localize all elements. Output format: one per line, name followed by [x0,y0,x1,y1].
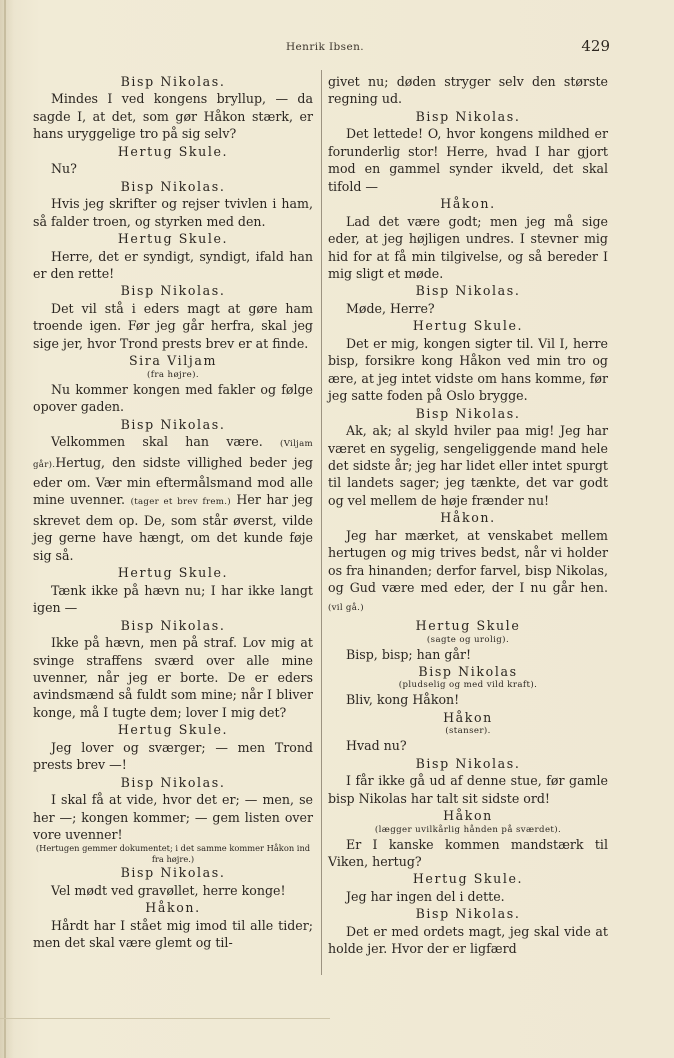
dialogue-line: Vel mødt ved gravøllet, herre konge! [51,882,286,898]
dialogue-text: Her har jeg skrevet dem op. De, som står øverst, vilde jeg gerne have hængt, om det kunde føje sig så. [33,492,313,563]
speaker-name: Bisp Nikolas. [415,108,521,124]
stage-note: (Hertugen gemmer dokumentet; i det samme kommer Håkon ind fra højre.) [35,843,311,864]
inline-stage-direction: (tager et brev frem.) [130,497,231,508]
inline-stage-direction: (vil gå.) [328,602,364,613]
dialogue-line [33,433,313,564]
dialogue-line [328,527,608,617]
page-header [34,37,612,61]
running-title: Henrik Ibsen. [286,41,364,53]
dialogue-line: Det er mig, kongen sigter til. Vil I, herre bisp, forsikre kong Håkon ved min tro og ære, at jeg intet vidste om hans komme, før jeg satte foden på Oslo brygge. [328,335,608,404]
speaker-name: Bisp Nikolas. [120,774,226,790]
speaker-name: Hertug Skule [415,618,521,634]
inline-stage-direction: (Viljam går). [33,439,313,470]
speaker-name: Hertug Skule. [117,565,229,581]
speaker-name: Sira Viljam [128,353,218,369]
dialogue-text: Hertug, den sidste villighed beder jeg eder om. Vær min eftermålsmand mod alle mine uvenner. [33,454,313,508]
dialogue-line: Nu kommer kongen med fakler og følge opover gaden. [33,381,313,415]
speaker-name: Bisp Nikolas. [120,416,226,432]
dialogue-line: Tænk ikke på hævn nu; I har ikke langt igen — [33,582,313,616]
dialogue-line: Hvad nu? [346,738,407,754]
dialogue-continuation: givet nu; døden stryger selv den største regning ud. [328,74,608,107]
dialogue-text: Jeg har mærket, at venskabet mellem hertugen og mig trives bedst, når vi holder os fra hinanden; derfor farvel, bisp Nikolas, og Gud være med eder, der I nu går hen. [328,527,608,596]
dialogue-line: Herre, det er syndigt, syndigt, ifald han er den rette! [33,248,313,281]
dialogue-line: Hvis jeg skrifter og rejser tvivlen i ham, så falder troen, og styrken med den. [33,196,313,229]
dialogue-line: Er I kanske kommen mandstærk til Viken, hertug? [328,836,608,870]
stage-direction: (fra højre). [147,369,199,380]
right-column [328,73,608,958]
dialogue-line: Bisp, bisp; han går! [346,646,472,662]
dialogue-line: Det vil stå i eders magt at gøre ham troende igen. Før jeg går herfra, skal jeg sige jer, hvor Trond prests brev er at finde. [33,300,313,351]
speaker-name: Bisp Nikolas. [415,906,521,922]
dialogue-line: Hårdt har I stået mig imod til alle tider; men det skal være glemt og til- [33,917,313,951]
dialogue-line: Mindes I ved kongens bryllup, — da sagde I, at det, som gør Håkon stærk, er hans uryggelige tro på sig selv? [33,91,313,142]
dialogue-line: Jeg har ingen del i dette. [346,888,505,904]
dialogue-line: I får ikke gå ud af denne stue, før gamle bisp Nikolas har talt sit sidste ord! [328,773,608,806]
speaker-name: Hertug Skule. [117,143,229,159]
column-divider [321,70,322,975]
speaker-name: Bisp Nikolas. [415,283,521,299]
speaker-name: Hertug Skule. [117,231,229,247]
dialogue-line: Ikke på hævn, men på straf. Lov mig at svinge straffens sværd over alle mine uvenner, når jeg er borte. De er eders avindsmænd så fuldt som mine; når I bliver konge, må I tugte dem; lover I mig det? [33,635,313,720]
page-number: 429 [581,37,610,55]
speaker-name: Bisp Nikolas. [120,178,226,194]
dialogue-line: Det er med ordets magt, jeg skal vide at holde jer. Hvor der er ligfærd [328,923,608,957]
speaker-name: Håkon. [145,900,201,916]
stage-direction: (stanser). [445,726,491,737]
dialogue-line: Bliv, kong Håkon! [346,692,460,708]
dialogue-line: I skal få at vide, hvor det er; — men, se her —; kongen kommer; — gem listen over vore uvenner! [33,792,313,843]
speaker-name: Hertug Skule. [412,318,524,334]
speaker-name: Bisp Nikolas. [415,755,521,771]
dialogue-line: Møde, Herre? [346,300,435,316]
page-bottom-mark [0,1018,330,1019]
dialogue-line: Jeg lover og sværger; — men Trond prests brev —! [33,739,313,773]
dialogue-line: Det lettede! O, hvor kongens mildhed er forunderlig stor! Herre, hvad I har gjort mod en gammel synder ikveld, det skal tifold — [328,126,608,194]
speaker-name: Håkon. [440,196,496,212]
stage-direction: (lægger uvilkårlig hånden på sværdet). [374,824,562,835]
dialogue-line: Nu? [51,161,77,177]
speaker-name: Bisp Nikolas. [120,283,226,299]
speaker-name: Bisp Nikolas [418,663,518,679]
speaker-name: Bisp Nikolas. [120,74,226,89]
dialogue-line: Ak, ak; al skyld hviler paa mig! Jeg har været en sygelig, sengeliggende mand hele det sidste år; jeg har lidet eller intet spurgt til landets sager; jeg tænkte, det var godt og vel mellem de høje frænder nu! [328,423,608,508]
speaker-name: Bisp Nikolas. [120,865,226,881]
dialogue-text: Velkommen skal han være. [51,434,281,450]
speaker-name: Håkon [443,709,493,725]
speaker-name: Håkon [443,808,493,824]
dialogue-line: Lad det være godt; men jeg må sige eder, at jeg højligen undres. I stevner mig hid for at få min tilgivelse, og så bereder I mig sligt et møde. [328,213,608,281]
page-edge-shadow [4,0,6,1058]
speaker-name: Hertug Skule. [117,722,229,738]
speaker-name: Håkon. [440,510,496,526]
speaker-name: Hertug Skule. [412,871,524,887]
stage-direction: (pludselig og med vild kraft). [398,680,538,691]
speaker-name: Bisp Nikolas. [120,617,226,633]
speaker-name: Bisp Nikolas. [415,405,521,421]
left-column [33,73,313,952]
stage-direction: (sagte og urolig). [426,634,510,645]
